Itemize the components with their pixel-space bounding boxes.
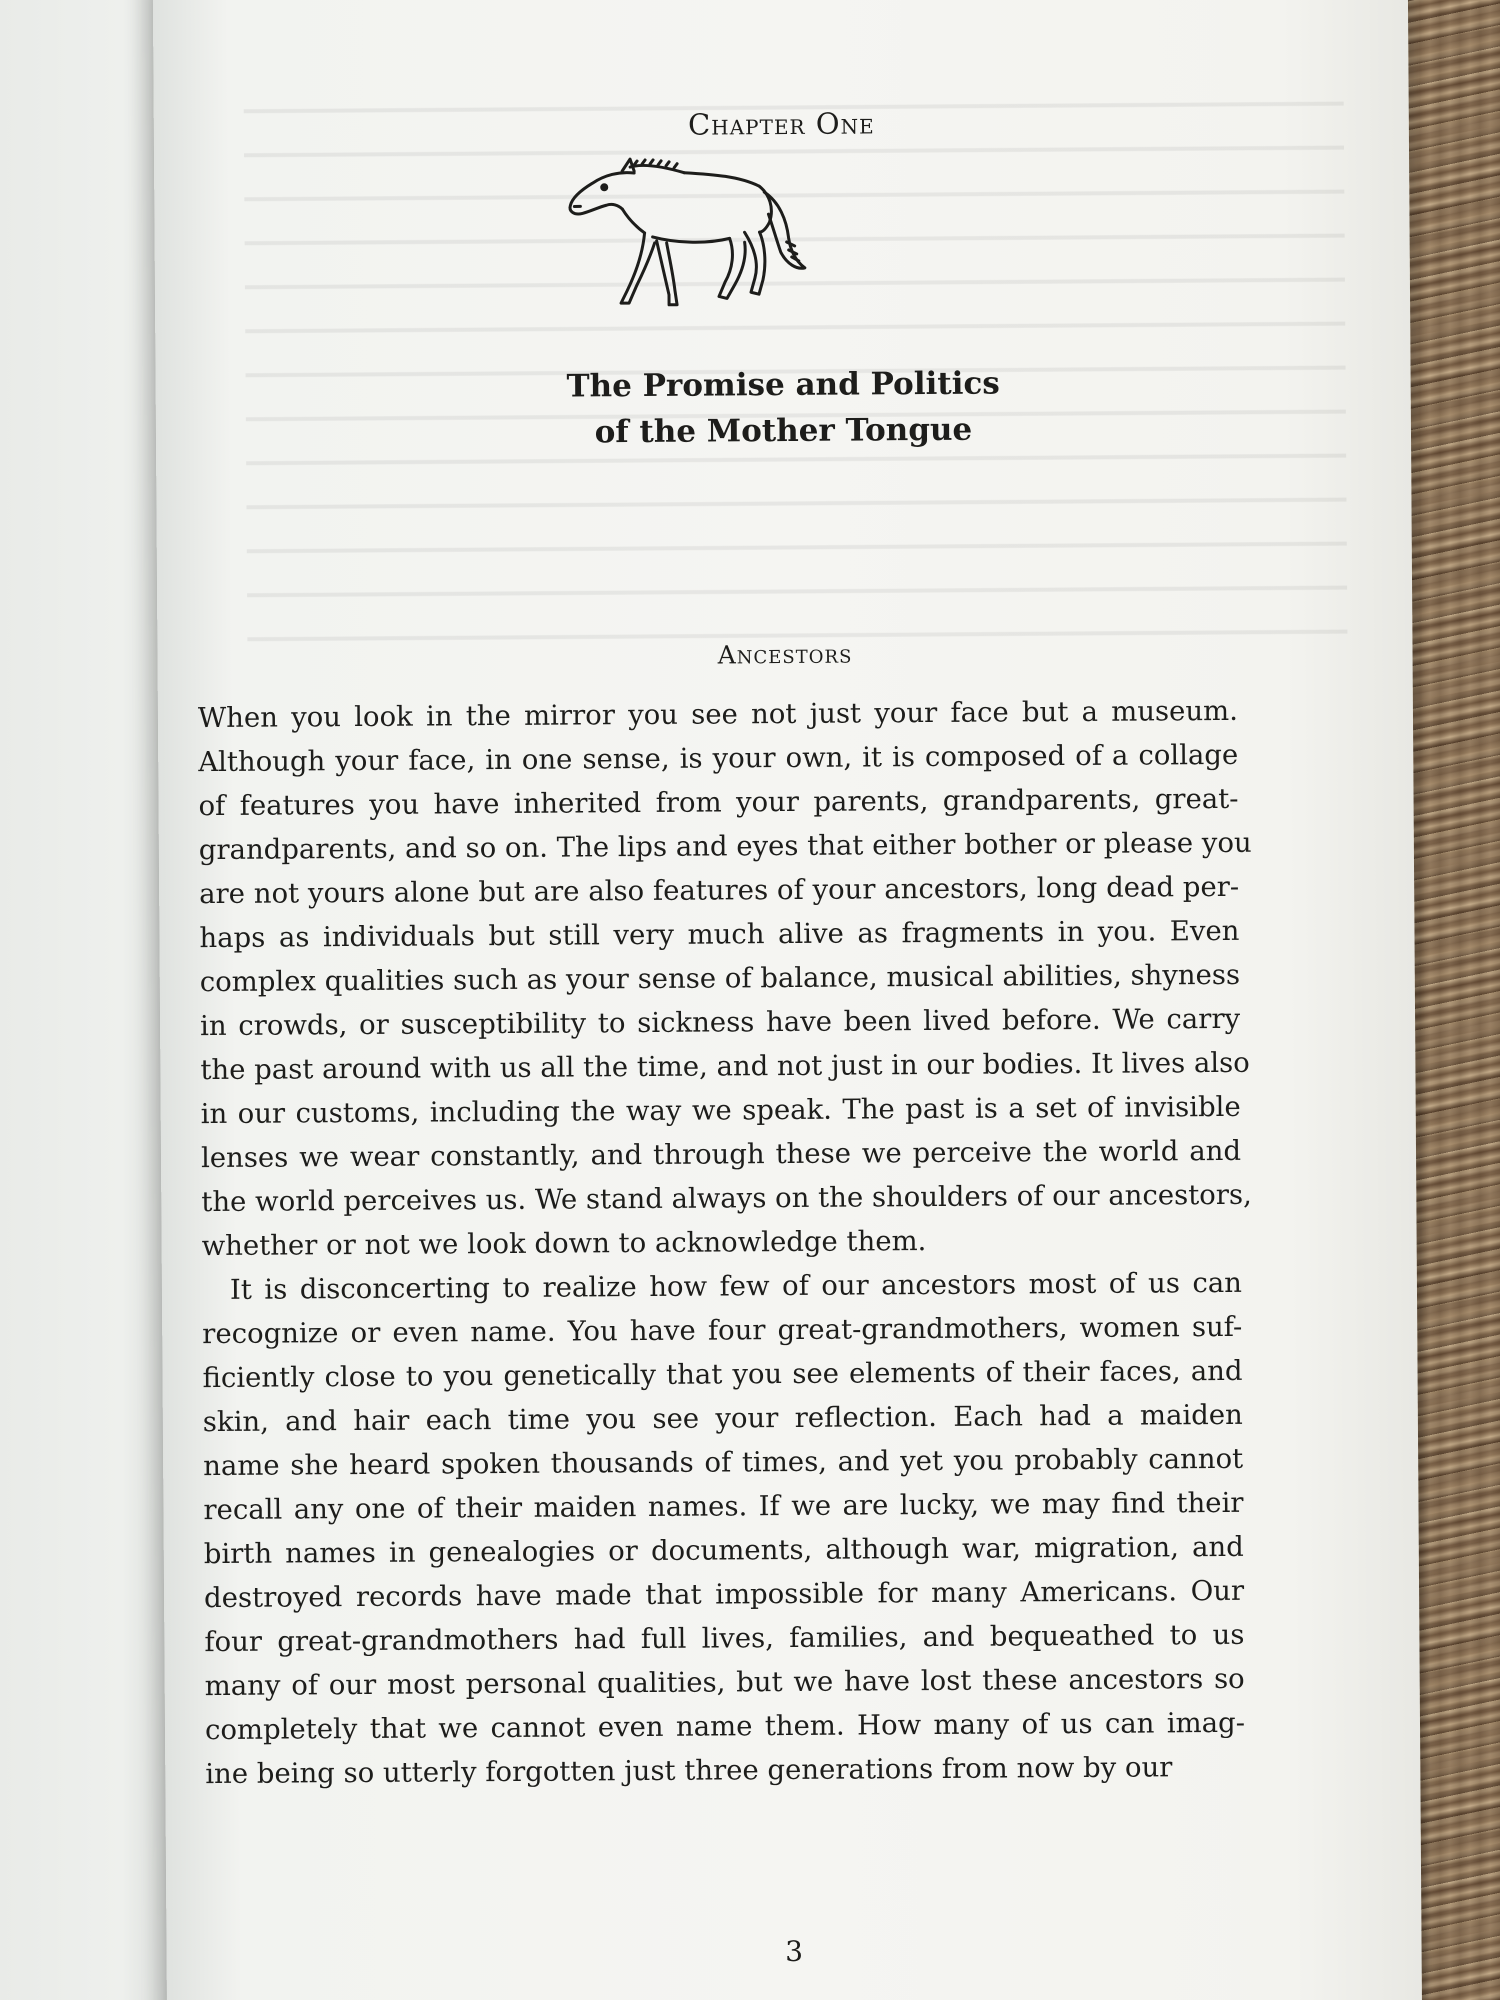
body-line: in our customs, including the way we speak. The past is a set of invisible (200, 1090, 1241, 1131)
body-line: completely that we cannot even name them. How many of us can imag- (204, 1706, 1246, 1747)
body-line: the world perceives us. We stand always on the shoulders of our ancestors, (201, 1178, 1252, 1219)
page-number: 3 (785, 1934, 804, 1969)
section-heading: Ancestors (717, 639, 853, 670)
body-line: ficiently close to you genetically that you see elements of their faces, and (202, 1354, 1243, 1395)
body-line: of features you have inherited from your parents, grandparents, great- (198, 782, 1239, 823)
facing-page-edge (0, 0, 175, 2000)
body-line: four great-grandmothers had full lives, families, and bequeathed to us (204, 1618, 1245, 1659)
body-line: birth names in genealogies or documents, although war, migration, and (203, 1530, 1244, 1571)
body-line: in crowds, or susceptibility to sickness have been lived before. We carry (199, 1002, 1241, 1043)
book-page (153, 0, 1422, 2000)
body-line: complex qualities such as your sense of balance, musical abilities, shyness (199, 958, 1241, 999)
body-line: Although your face, in one sense, is your own, it is composed of a collage (198, 738, 1239, 779)
chapter-title-line-2: of the Mother Tongue (594, 411, 973, 451)
chapter-label: Chapter One (687, 106, 875, 142)
horse-illustration-icon (564, 152, 825, 314)
body-line: the past around with us all the time, and not just in our bodies. It lives also (200, 1046, 1250, 1087)
body-line: It is disconcerting to realize how few of our ancestors most of us can (229, 1266, 1243, 1306)
body-line: name she heard spoken thousands of times, and yet you probably cannot (203, 1442, 1244, 1483)
body-line: ine being so utterly forgotten just three generations from now by our (205, 1751, 1173, 1791)
body-line: whether or not we look down to acknowledge them. (201, 1225, 927, 1263)
body-line: When you look in the mirror you see not just your face but a museum. (197, 694, 1239, 735)
body-line: grandparents, and so on. The lips and eyes that either bother or please you (198, 826, 1252, 867)
body-line: haps as individuals but still very much alive as fragments in you. Even (199, 914, 1240, 955)
body-line: skin, and hair each time you see your reflection. Each had a maiden (202, 1398, 1243, 1439)
body-line: are not yours alone but are also features of your ancestors, long dead per- (199, 870, 1240, 911)
body-text (197, 689, 1252, 1796)
chapter-title-line-1: The Promise and Politics (566, 365, 1000, 405)
body-line: recognize or even name. You have four great-grandmothers, women suf- (202, 1310, 1243, 1351)
body-line: many of our most personal qualities, but we have lost these ancestors so (204, 1662, 1245, 1703)
chapter-title (155, 358, 1411, 459)
body-line: destroyed records have made that impossible for many Americans. Our (203, 1574, 1245, 1615)
body-line: recall any one of their maiden names. If we are lucky, we may find their (203, 1486, 1244, 1527)
body-line: lenses we wear constantly, and through these we perceive the world and (200, 1134, 1242, 1175)
